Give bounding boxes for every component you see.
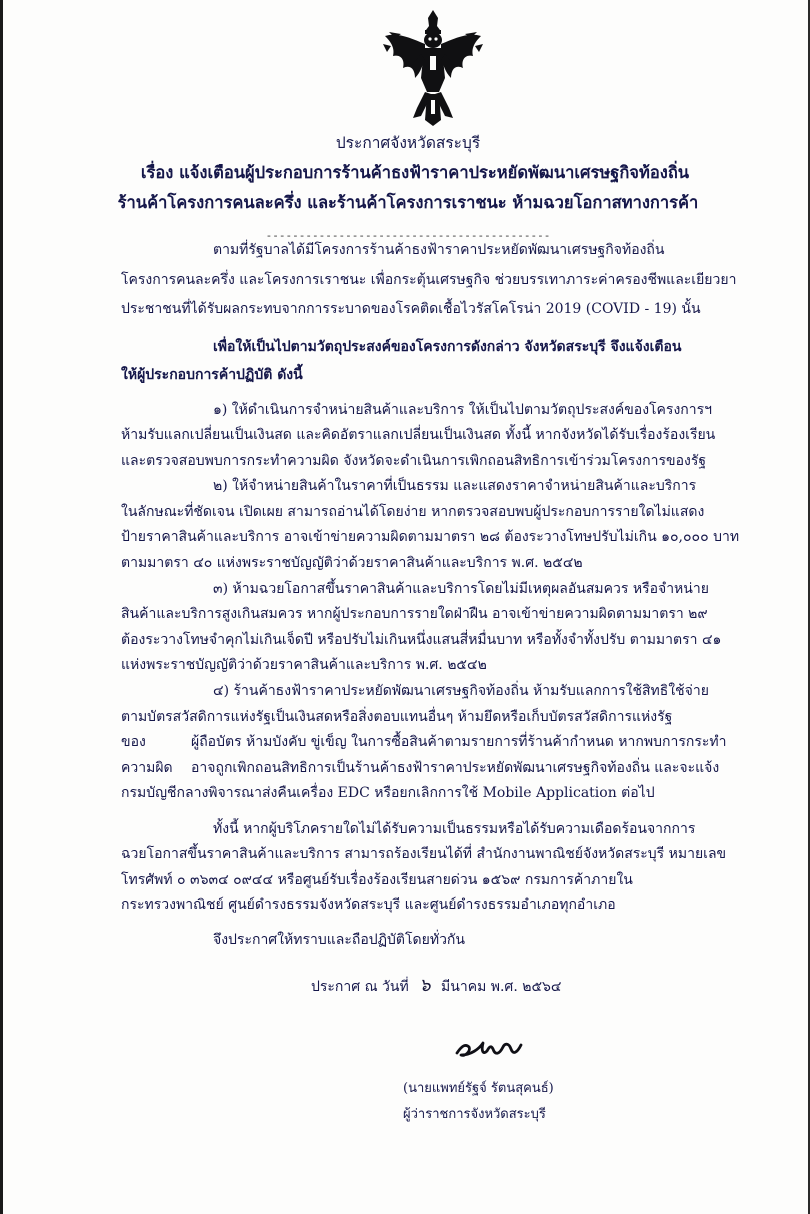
body-line: และตรวจสอบพบการกระทำความผิด จังหวัดจะดำเนินการเพิกถอนสิทธิการเข้าร่วมโครงการของรัฐ — [121, 453, 707, 469]
body-line: ผู้ถือบัตร ห้ามบังคับ ขู่เข็ญ ในการซื้อสินค้าตามรายการที่ร้านค้ากำหนด หากพบการกระทำ — [191, 734, 727, 750]
date-prefix: ประกาศ ณ วันที่ — [311, 979, 409, 995]
announcement-subject-line-2: ร้านค้าโครงการคนละครึ่ง และร้านค้าโครงการเราชนะ ห้ามฉวยโอกาสทางการค้า — [117, 193, 699, 212]
body-line: สินค้าและบริการสูงเกินสมควร หากผู้ประกอบการรายใดฝ่าฝืน อาจเข้าข่ายความผิดตามมาตรา ๒๙ — [121, 606, 708, 622]
body-line: ตามมาตรา ๔๐ แห่งพระราชบัญญัติว่าด้วยราคาสินค้าและบริการ พ.ศ. ๒๕๔๒ — [121, 555, 583, 571]
body-line: โทรศัพท์ ๐ ๓๖๓๔ ๐๙๔๔ หรือศูนย์รับเรื่องร้องเรียนสายด่วน ๑๕๖๙ กรมการค้าภายใน — [121, 872, 633, 888]
body-line: ให้ผู้ประกอบการค้าปฏิบัติ ดังนี้ — [121, 367, 303, 383]
body-line: ความผิด — [121, 760, 173, 776]
body-line: กรมบัญชีกลางพิจารณาส่งคืนเครื่อง EDC หรือยกเลิกการใช้ Mobile Application ต่อไป — [121, 785, 655, 801]
date-day-handwritten: ๖ — [419, 975, 431, 996]
body-line: อาจถูกเพิกถอนสิทธิการเป็นร้านค้าธงฟ้าราคาประหยัดพัฒนาเศรษฐกิจท้องถิ่น และจะแจ้ง — [191, 760, 720, 776]
body-line: เพื่อให้เป็นไปตามวัตถุประสงค์ของโครงการดังกล่าว จังหวัดสระบุรี จึงแจ้งเตือน — [213, 339, 682, 355]
announcement-org-title: ประกาศจังหวัดสระบุรี — [335, 134, 481, 152]
body-line: ป้ายราคาสินค้าและบริการ อาจเข้าข่ายความผิดตามมาตรา ๒๘ ต้องระวางโทษปรับไม่เกิน ๑๐,๐๐๐ บาท — [121, 529, 740, 545]
announcement-subject-line-1: เรื่อง แจ้งเตือนผู้ประกอบการร้านค้าธงฟ้าราคาประหยัดพัฒนาเศรษฐกิจท้องถิ่น — [140, 163, 690, 182]
signature-icon — [451, 1025, 541, 1065]
signer-name: (นายแพทย์รัฐจ์ รัตนสุคนธ์) — [403, 1081, 554, 1096]
date-suffix: มีนาคม พ.ศ. ๒๕๖๔ — [441, 979, 562, 995]
body-line: ตามบัตรสวัสดิการแห่งรัฐเป็นเงินสดหรือสิ่งตอบแทนอื่นๆ ห้ามยึดหรือเก็บบัตรสวัสดิการแห่งรัฐ — [121, 709, 673, 725]
body-line: ทั้งนี้ หากผู้บริโภครายใดไม่ได้รับความเป็นธรรมหรือได้รับความเดือดร้อนจากการ — [213, 821, 696, 837]
signer-title: ผู้ว่าราชการจังหวัดสระบุรี — [403, 1107, 546, 1122]
announcement-date — [311, 970, 562, 999]
body-line: ๔) ร้านค้าธงฟ้าราคาประหยัดพัฒนาเศรษฐกิจท้องถิ่น ห้ามรับแลกการใช้สิทธิใช้จ่าย — [213, 683, 709, 699]
body-line: กระทรวงพาณิชย์ ศูนย์ดำรงธรรมจังหวัดสระบุรี และศูนย์ดำรงธรรมอำเภอทุกอำเภอ — [121, 897, 616, 913]
body-line: โครงการคนละครึ่ง และโครงการเราชนะ เพื่อกระตุ้นเศรษฐกิจ ช่วยบรรเทาภาระค่าครองชีพและเยียวยา — [121, 272, 737, 288]
body-line: ของ — [121, 734, 146, 750]
header-divider: ------------------------------------------- — [265, 229, 551, 242]
body-line: ฉวยโอกาสขึ้นราคาสินค้าและบริการ สามารถร้องเรียนได้ที่ สำนักงานพาณิชย์จังหวัดสระบุรี หมายเลข — [121, 846, 727, 862]
body-line: ต้องระวางโทษจำคุกไม่เกินเจ็ดปี หรือปรับไม่เกินหนึ่งแสนสี่หมื่นบาท หรือทั้งจำทั้งปรับ ตามมาตรา ๔๑ — [121, 632, 722, 648]
body-line: ตามที่รัฐบาลได้มีโครงการร้านค้าธงฟ้าราคาประหยัดพัฒนาเศรษฐกิจท้องถิ่น — [213, 242, 665, 258]
body-line: จึงประกาศให้ทราบและถือปฏิบัติโดยทั่วกัน — [213, 932, 465, 948]
body-line: ประชาชนที่ได้รับผลกระทบจากการระบาดของโรคติดเชื้อไวรัสโคโรน่า 2019 (COVID - 19) นั้น — [121, 301, 701, 317]
body-line: ๑) ให้ดำเนินการจำหน่ายสินค้าและบริการ ให้เป็นไปตามวัตถุประสงค์ของโครงการฯ — [213, 402, 712, 418]
body-line: ห้ามรับแลกเปลี่ยนเป็นเงินสด และคิดอัตราแลกเปลี่ยนเป็นเงินสด ทั้งนี้ หากจังหวัดได้รับเรื่องร้องเรียน — [121, 427, 716, 443]
body-line: ๒) ให้จำหน่ายสินค้าในราคาที่เป็นธรรม และแสดงราคาจำหน่ายสินค้าและบริการ — [213, 478, 697, 494]
body-line: ในลักษณะที่ชัดเจน เปิดเผย สามารถอ่านได้โดยง่าย หากตรวจสอบพบผู้ประกอบการรายใดไม่แสดง — [121, 504, 705, 520]
body-line: แห่งพระราชบัญญัติว่าด้วยราคาสินค้าและบริการ พ.ศ. ๒๕๔๒ — [121, 657, 487, 673]
garuda-emblem-icon — [381, 8, 485, 126]
body-line: ๓) ห้ามฉวยโอกาสขึ้นราคาสินค้าและบริการโดยไม่มีเหตุผลอันสมควร หรือจำหน่าย — [213, 581, 709, 597]
